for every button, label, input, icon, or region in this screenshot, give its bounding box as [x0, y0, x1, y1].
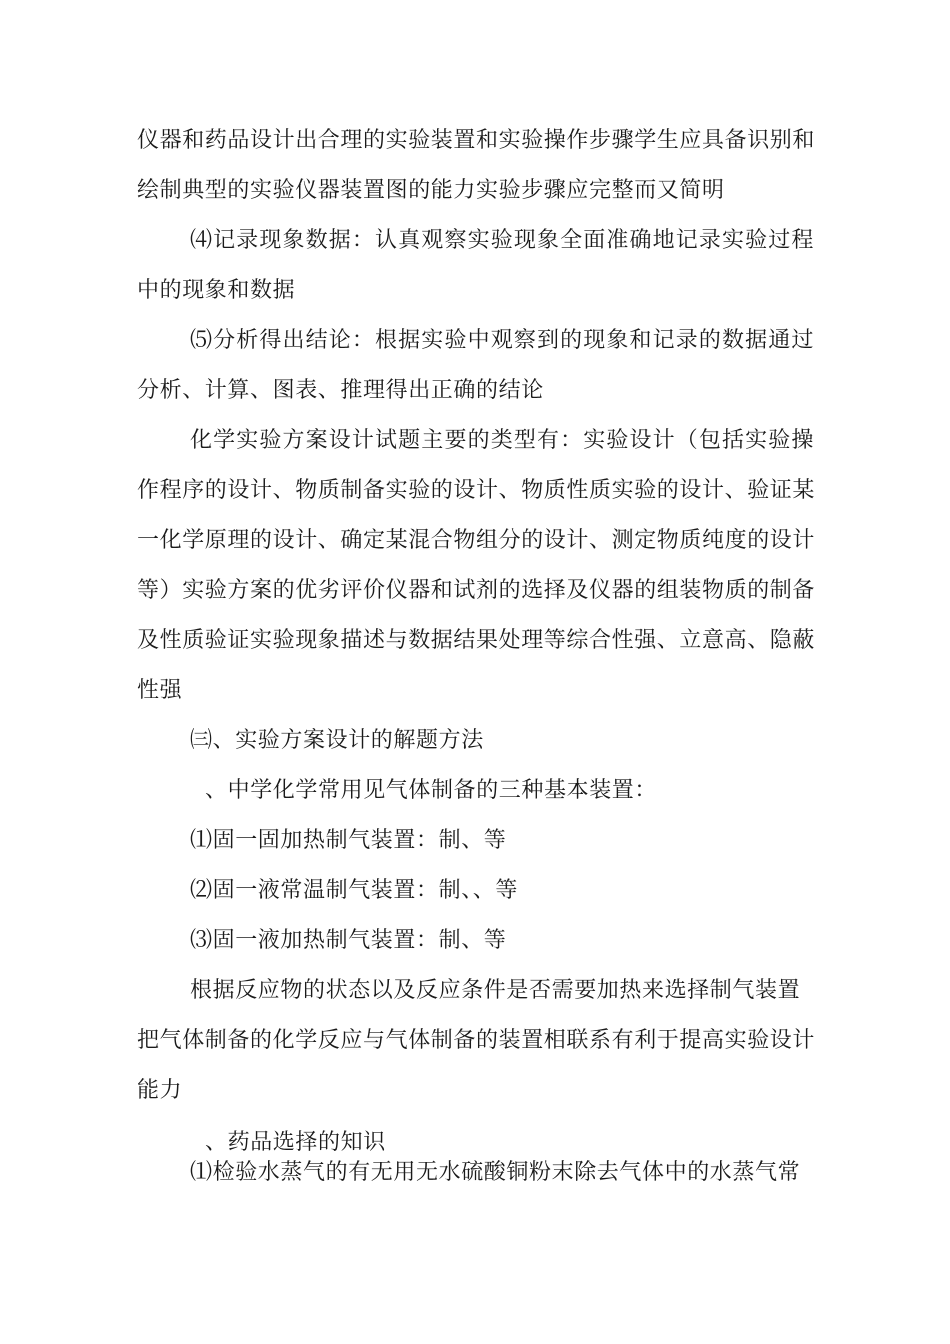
text-line-20: 能力 [137, 1078, 183, 1103]
text-line-22: ⑴检验水蒸气的有无用无水硫酸铜粉末除去气体中的水蒸气常 [190, 1160, 801, 1185]
text-line-11: 及性质验证实验现象描述与数据结果处理等综合性强、立意高、隐蔽 [137, 628, 816, 653]
text-line-9: 一化学原理的设计、确定某混合物组分的设计、测定物质纯度的设计 [137, 528, 816, 553]
subsection-heading: 、药品选择的知识 [205, 1130, 386, 1155]
text-line-2: 绘制典型的实验仪器装置图的能力实验步骤应完整而又简明 [137, 178, 725, 203]
text-line-19: 把气体制备的化学反应与气体制备的装置相联系有利于提高实验设计 [137, 1028, 816, 1053]
text-line-7: 化学实验方案设计试题主要的类型有：实验设计（包括实验操 [190, 428, 814, 453]
text-line-5: ⑸分析得出结论：根据实验中观察到的现象和记录的数据通过 [190, 328, 814, 353]
text-line-15: ⑴固一固加热制气装置：制、等 [190, 828, 507, 853]
text-line-18: 根据反应物的状态以及反应条件是否需要加热来选择制气装置 [190, 978, 801, 1003]
text-line-12: 性强 [137, 678, 183, 703]
text-line-6: 分析、计算、图表、推理得出正确的结论 [137, 378, 544, 403]
text-line-10: 等）实验方案的优劣评价仪器和试剂的选择及仪器的组装物质的制备 [137, 578, 816, 603]
text-line-3: ⑷记录现象数据：认真观察实验现象全面准确地记录实验过程 [190, 228, 814, 253]
text-line-14: 、中学化学常用见气体制备的三种基本装置： [205, 778, 658, 803]
section-heading: ㈢、实验方案设计的解题方法 [190, 728, 484, 753]
text-line-1: 仪器和药品设计出合理的实验装置和实验操作步骤学生应具备识别和 [137, 128, 816, 153]
text-line-16: ⑵固一液常温制气装置：制、、等 [190, 878, 519, 903]
text-line-4: 中的现象和数据 [137, 278, 296, 303]
text-line-17: ⑶固一液加热制气装置：制、等 [190, 928, 507, 953]
text-line-8: 作程序的设计、物质制备实验的设计、物质性质实验的设计、验证某 [137, 478, 816, 503]
